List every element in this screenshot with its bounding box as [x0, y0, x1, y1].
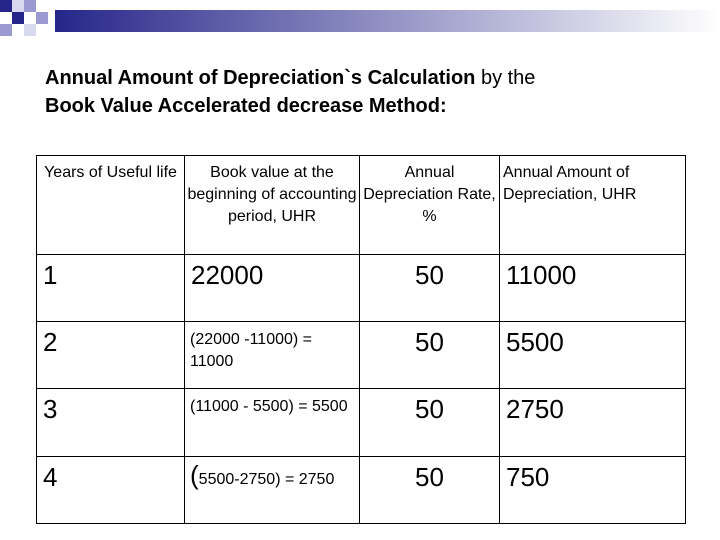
cell-book-value: (22000 -11000) = 11000 [185, 322, 360, 389]
header-rate: Annual Depreciation Rate, % [360, 156, 500, 255]
cell-amount: 11000 [500, 254, 686, 321]
cell-rate: 50 [360, 389, 500, 456]
header-amount: Annual Amount of Depreciation, UHR [500, 156, 686, 255]
cell-amount: 5500 [500, 322, 686, 389]
table-row [37, 254, 686, 321]
cell-amount: 2750 [500, 389, 686, 456]
slide-title [45, 64, 685, 120]
cell-book-value [185, 456, 360, 523]
cell-book-value: 22000 [185, 254, 360, 321]
cell-book-value: (11000 - 5500) = 5500 [185, 389, 360, 456]
cell-rate: 50 [360, 322, 500, 389]
book-value-paren: ( [190, 459, 199, 490]
cell-amount: 750 [500, 456, 686, 523]
table-header-row [37, 156, 686, 255]
header-years: Years of Useful life [37, 156, 185, 255]
cell-year: 2 [37, 322, 185, 389]
title-part1: Annual Amount of Depreciation`s Calculation [45, 67, 476, 89]
cell-year: 4 [37, 456, 185, 523]
book-value-text: 5500-2750) = 2750 [198, 470, 335, 488]
depreciation-table [36, 155, 686, 524]
table-row [37, 456, 686, 523]
table-row [37, 322, 686, 389]
cell-rate: 50 [360, 456, 500, 523]
title-part3: Book Value Accelerated decrease Method: [45, 95, 447, 117]
title-part2: by the [475, 67, 536, 89]
table-row [37, 389, 686, 456]
header-decoration [0, 0, 720, 40]
header-book-value: Book value at the beginning of accounting period, UHR [185, 156, 360, 255]
cell-year: 1 [37, 254, 185, 321]
cell-rate: 50 [360, 254, 500, 321]
cell-year: 3 [37, 389, 185, 456]
